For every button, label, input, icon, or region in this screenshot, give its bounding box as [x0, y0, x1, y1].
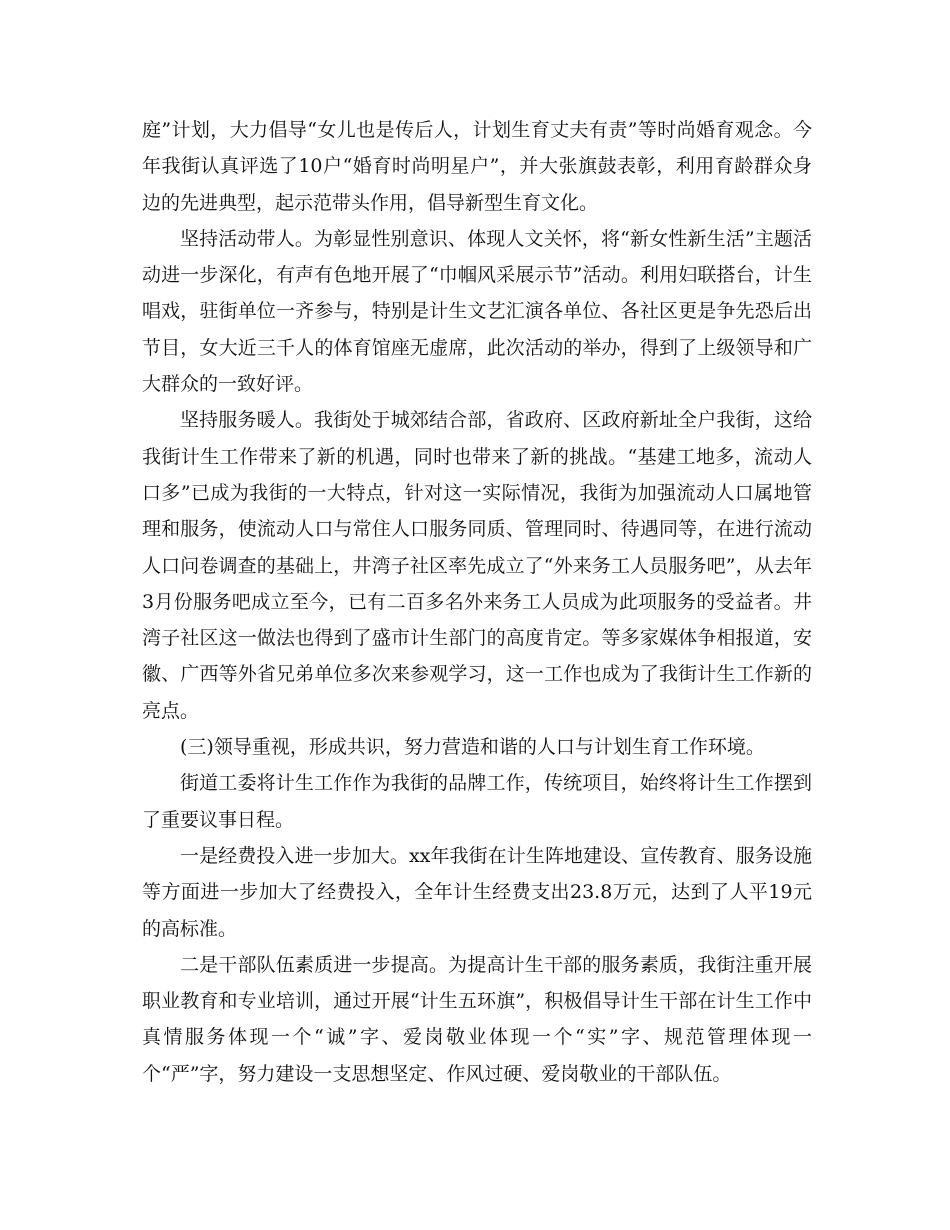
paragraph-cadre: 二是干部队伍素质进一步提高。为提高计生干部的服务素质，我街注重开展职业教育和专业培训，通过开展“计生五环旗”，积极倡导计生干部在计生工作中真情服务体现一个“诚”字、爱岗敬业体现一个“实”字、规范管理体现一个“严”字，努力建设一支思想坚定、作风过硬、爱岗敬业的干部队伍。	[142, 953, 812, 1085]
paragraph-continuation: 庭”计划，大力倡导“女儿也是传后人，计划生育丈夫有责”等时尚婚育观念。今年我街认真评选了10户“婚育时尚明星户”，并大张旗鼓表彰，利用育龄群众身边的先进典型，起示范带头作用，倡导新型生育文化。	[142, 119, 812, 214]
paragraph-funding: 一是经费投入进一步加大。xx年我街在计生阵地建设、宣传教育、服务设施等方面进一步加大了经费投入，全年计生经费支出23.8万元，达到了人平19元的高标准。	[142, 844, 812, 940]
document-body	[142, 112, 812, 1092]
paragraph-activity: 坚持活动带人。为彰显性别意识、体现人文关怀，将“新女性新生活”主题活动进一步深化，有声有色地开展了“巾帼风采展示节”活动。利用妇联搭台，计生唱戏，驻街单位一齐参与，特别是计生文艺汇演各单位、各社区更是争先恐后出节目，女大近三千人的体育馆座无虚席，此次活动的举办，得到了上级领导和广大群众的一致好评。	[142, 227, 812, 396]
paragraph-committee: 街道工委将计生工作作为我街的品牌工作，传统项目，始终将计生工作摆到了重要议事日程。	[142, 772, 812, 831]
section-heading-3: (三)领导重视，形成共识，努力营造和谐的人口与计划生育工作环境。	[180, 736, 765, 759]
paragraph-service: 坚持服务暖人。我街处于城郊结合部，省政府、区政府新址全户我街，这给我街计生工作带来了新的机遇，同时也带来了新的挑战。“基建工地多，流动人口多”已成为我街的一大特点，针对这一实际情况，我街为加强流动人口属地管理和服务，使流动人口与常住人口服务同质、管理同时、待遇同等，在进行流动人口问卷调查的基础上，井湾子社区率先成立了“外来务工人员服务吧”，从去年3月份服务吧成立至今，已有二百多名外来务工人员成为此项服务的受益者。井湾子社区这一做法也得到了盛市计生部门的高度肯定。等多家媒体争相报道，安徽、广西等外省兄弟单位多次来参观学习，这一工作也成为了我街计生工作新的亮点。	[142, 409, 812, 722]
